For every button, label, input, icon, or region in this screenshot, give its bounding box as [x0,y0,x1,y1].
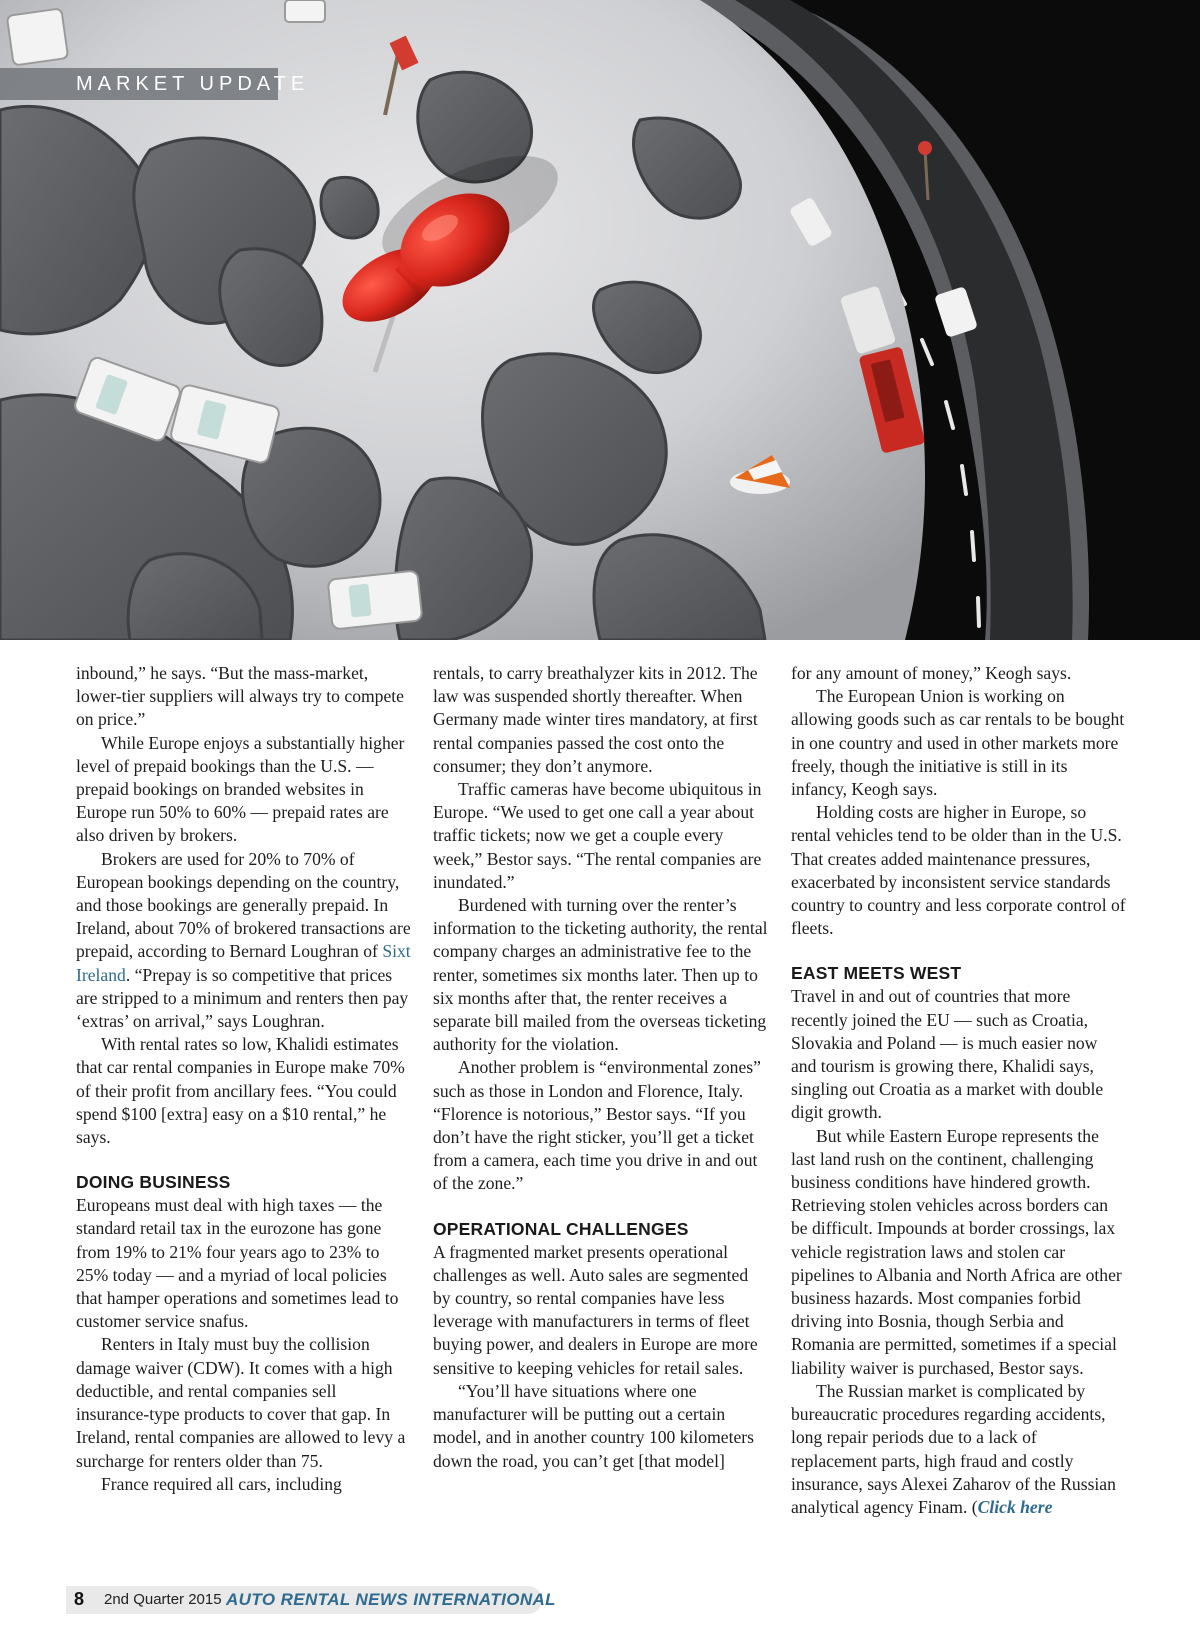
article-body [0,662,1200,1562]
subheading-operational-challenges: OPERATIONAL CHALLENGES [433,1218,689,1239]
column-3 [791,662,1127,1519]
paragraph: While Europe enjoys a substantially higher level of prepaid bookings than the U.S. — prepaid bookings on branded websites in Europe run 50% to 60% — prepaid rates are also driven by brokers. [76,732,405,846]
paragraph [791,1380,1127,1519]
column-1 [76,662,412,1496]
click-here-link[interactable]: Click here [977,1496,1053,1517]
column-2 [433,662,769,1473]
paragraph: The European Union is working on allowing goods such as car rentals to be bought in one country and used in other markets more freely, though the initiative is still in its infancy, Keogh says. [791,686,1125,800]
page-footer [66,1586,556,1614]
paragraph-text: Brokers are used for 20% to 70% of European bookings depending on the country, and those bookings are generally prepaid. In Ireland, about 70% of brokered transactions are prepaid, according to Bernard Loughran of [76,848,411,962]
section-tag: MARKET UPDATE [0,68,278,100]
page-number: 8 [74,1589,85,1609]
paragraph: Another problem is “environmental zones” such as those in London and Florence, Italy. “Florence is notorious,” Bestor says. “If you don’t have the right sticker, you’ll get a ticket from a camera, each time you drive in and out of the zone.” [433,1057,761,1194]
paragraph: for any amount of money,” Keogh says. [791,663,1072,683]
issue-date: 2nd Quarter 2015 [104,1591,222,1608]
paragraph: Renters in Italy must buy the collision damage waiver (CDW). It comes with a high deductible, and rental companies sell insurance-type products to cover that gap. In Ireland, rental companies are allowed to levy a surcharge for renters older than 75. [76,1334,406,1471]
publication-name: AUTO RENTAL NEWS INTERNATIONAL [226,1590,556,1609]
paragraph-text: . “Prepay is so competitive that prices are stripped to a minimum and renters then pay ‘extras’ on arrival,” says Loughran. [76,964,409,1032]
paragraph: Holding costs are higher in Europe, so rental vehicles tend to be older than in the U.S. That creates added maintenance pressures, exacerbated by inconsistent service standards country to country and less corporate control of fleets. [791,802,1126,939]
paragraph-text: The Russian market is complicated by bureaucratic procedures regarding accidents, long repair periods due to a lack of replacement parts, high fraud and costly insurance, says Alexei Zaharov of the Russian analytical agency Finam. ( [791,1380,1116,1517]
paragraph: But while Eastern Europe represents the last land rush on the continent, challenging business conditions have hindered growth. Retrieving stolen vehicles across borders can be difficult. Impounds at border crossings, lax vehicle registration laws and stolen car pipelines to Albania and North Africa are other business hazards. Most companies forbid driving into Bosnia, though Serbia and Romania are permitted, sometimes if a special liability waiver is purchased, Bestor says. [791,1125,1122,1378]
paragraph: rentals, to carry breathalyzer kits in 2012. The law was suspended shortly thereafter. When Germany made winter tires mandatory, at first rental companies passed the cost onto the consumer; they don’t anymore. [433,663,758,776]
sixt-ireland-link[interactable]: Sixt Ireland [76,941,411,985]
hero-illustration [0,0,1200,640]
paragraph: “You’ll have situations where one manufacturer will be putting out a certain model, and in another country 100 kilometers down the road, you can’t get [that model] [433,1380,755,1471]
paragraph: France required all cars, including [101,1473,342,1494]
paragraph: Burdened with turning over the renter’s information to the ticketing authority, the rental company charges an administrative fee to the renter, sometimes six months later. Then up to six months after that, the renter receives a separate bill mailed from the overseas ticketing authority for the violation. [433,895,768,1055]
paragraph: Travel in and out of countries that more recently joined the EU — such as Croatia, Slovakia and Poland — is much easier now and tourism is growing there, Khalidi says, singling out Croatia as a market with double digit growth. [791,986,1104,1123]
subheading-east-meets-west: EAST MEETS WEST [791,963,962,984]
paragraph: A fragmented market presents operational challenges as well. Auto sales are segmented by country, so rental companies have less leverage with manufacturers in terms of fleet buying power, and dealers in Europe are more sensitive to keeping vehicles for retail sales. [433,1241,758,1378]
paragraph: Europeans must deal with high taxes — the standard retail tax in the eurozone has gone from 19% to 21% four years ago to 23% to 25% today — and a myriad of local policies that hamper operations and sometimes lead to customer service snafus. [76,1195,399,1332]
paragraph [76,848,412,1034]
paragraph: Traffic cameras have become ubiquitous in Europe. “We used to get one call a year about traffic tickets; now we get a couple every week,” Bestor says. “The rental companies are inundated.” [433,779,762,892]
paragraph: With rental rates so low, Khalidi estimates that car rental companies in Europe make 70% of their profit from ancillary fees. “You could spend $100 [extra] easy on a $10 rental,” he says. [76,1034,405,1148]
subheading-doing-business: DOING BUSINESS [76,1172,231,1193]
paragraph: inbound,” he says. “But the mass-market, lower-tier suppliers will always try to compete on price.” [76,663,404,730]
